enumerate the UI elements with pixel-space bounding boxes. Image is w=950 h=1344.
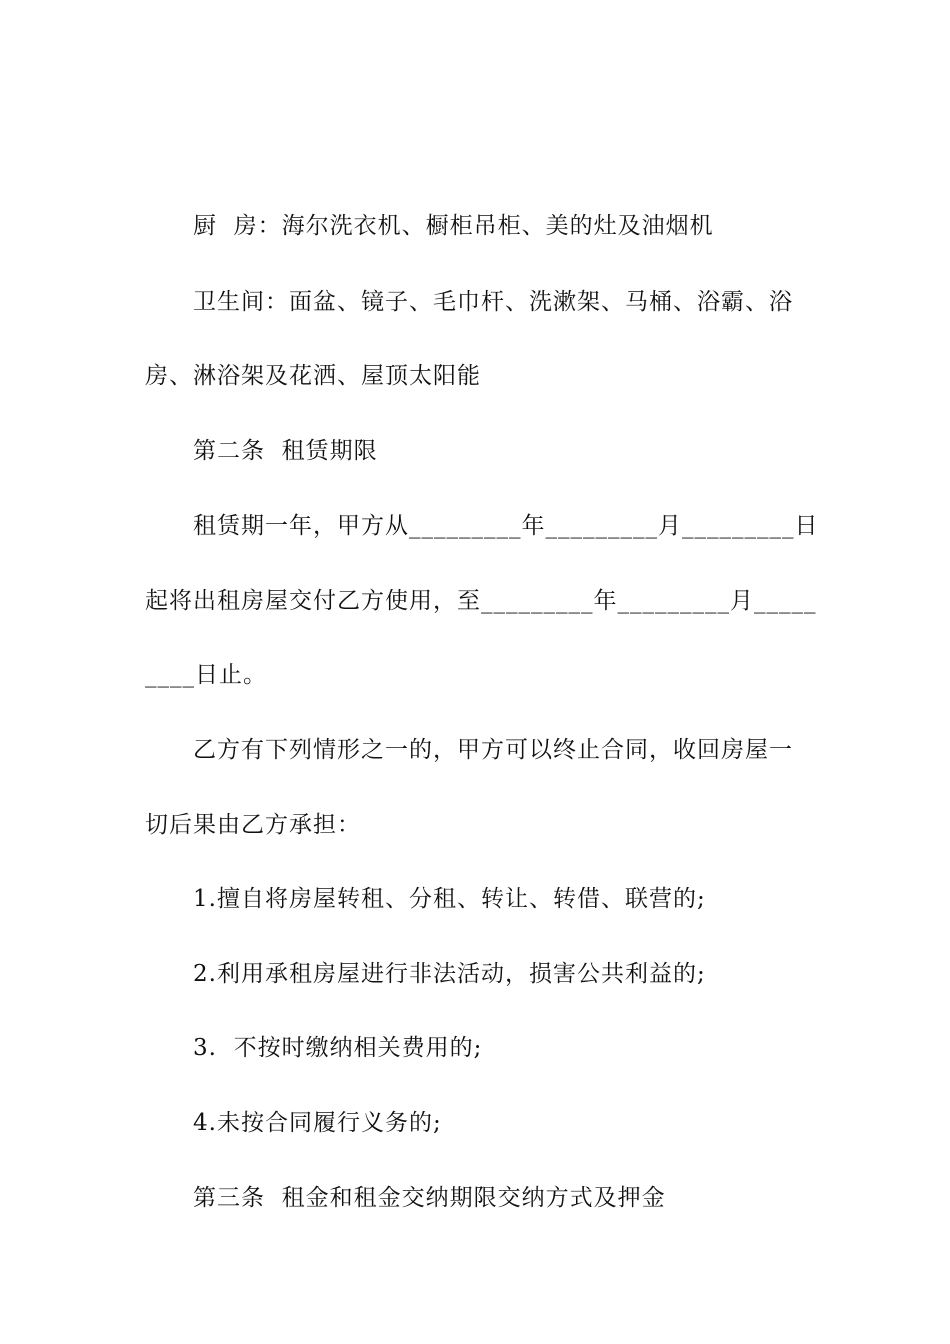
article-3-heading: 第三条 租金和租金交纳期限交纳方式及押金 <box>193 1185 666 1211</box>
termination-item-4: 4.未按合同履行义务的; <box>193 1110 442 1136</box>
lease-term-line-1: 租赁期一年，甲方从_________年_________月_________日 <box>193 513 819 539</box>
lease-term-line-2: 起将出租房屋交付乙方使用，至_________年_________月_____ <box>145 588 817 614</box>
termination-item-1: 1.擅自将房屋转租、分租、转让、转借、联营的; <box>193 886 706 912</box>
termination-item-2: 2.利用承租房屋进行非法活动，损害公共利益的; <box>193 961 706 987</box>
termination-item-3: 3. 不按时缴纳相关费用的; <box>193 1035 483 1061</box>
article-2-heading: 第二条 租赁期限 <box>193 438 378 464</box>
termination-line-2: 切后果由乙方承担： <box>145 812 361 838</box>
kitchen-items-line: 厨 房：海尔洗衣机、橱柜吊柜、美的灶及油烟机 <box>193 213 714 239</box>
bathroom-items-line-1: 卫生间：面盆、镜子、毛巾杆、洗漱架、马桶、浴霸、浴 <box>193 289 793 315</box>
termination-line-1: 乙方有下列情形之一的，甲方可以终止合同，收回房屋一 <box>193 737 793 763</box>
lease-term-line-3: ____日止。 <box>145 662 267 688</box>
bathroom-items-line-2: 房、淋浴架及花洒、屋顶太阳能 <box>145 363 481 389</box>
